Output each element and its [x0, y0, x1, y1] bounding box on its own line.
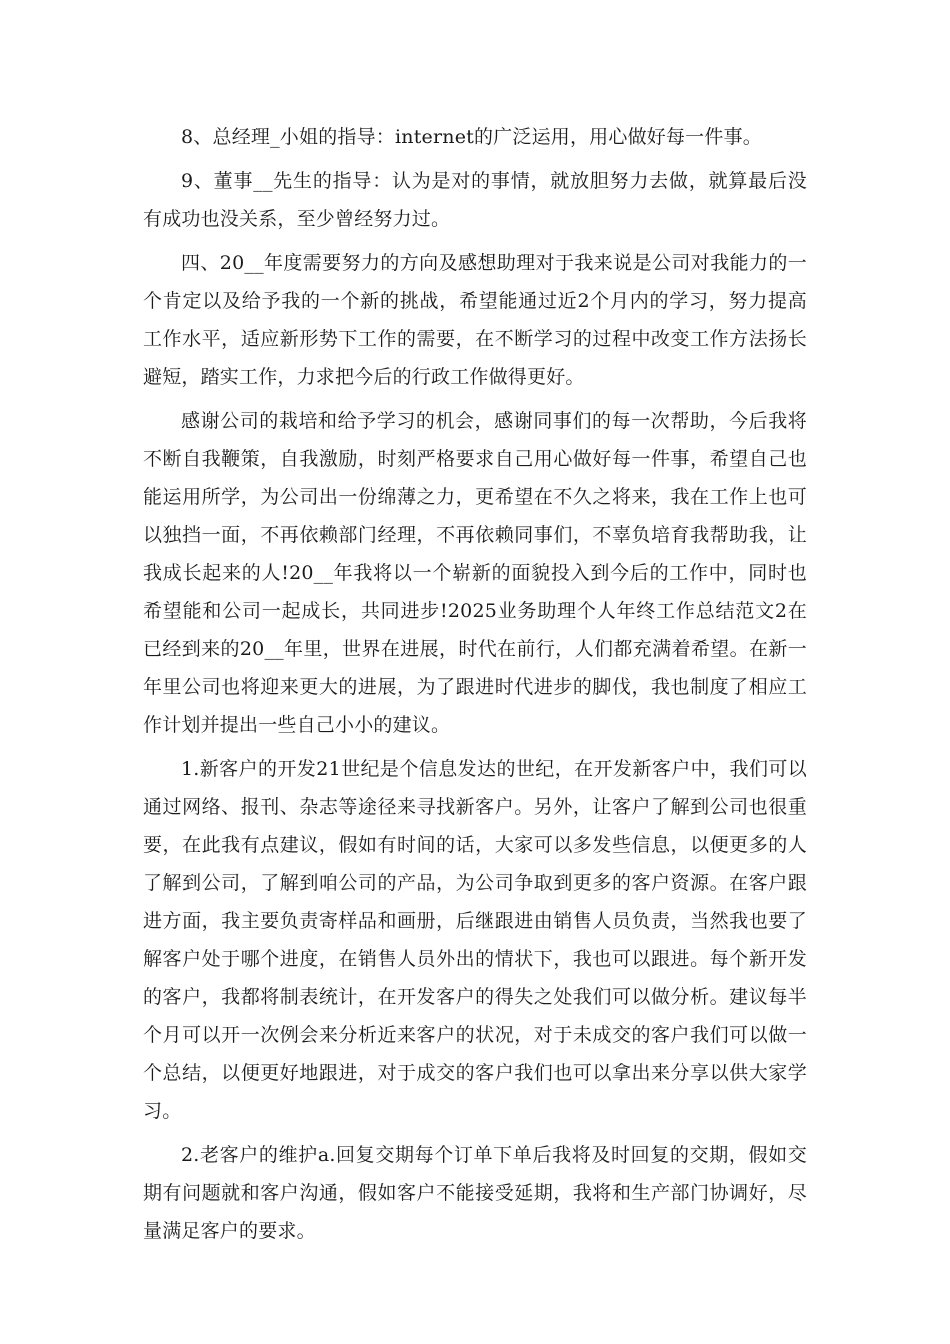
paragraph-section-four: 四、20__年度需要努力的方向及感想助理对于我来说是公司对我能力的一个肯定以及给予我的一个新的挑战，希望能通过近2个月内的学习，努力提高工作水平，适应新形势下工作的需要，在不断学习的过程中改变工作方法扬长避短，踏实工作，力求把今后的行政工作做得更好。	[143, 252, 807, 388]
paragraph-guidance-general-manager: 8、总经理_小姐的指导：internet的广泛运用，用心做好每一件事。	[181, 126, 762, 148]
paragraph-guidance-director: 9、董事__先生的指导：认为是对的事情，就放胆努力去做，就算最后没有成功也没关系，至少曾经努力过。	[143, 170, 807, 230]
paragraph-new-customers: 1.新客户的开发21世纪是个信息发达的世纪，在开发新客户中，我们可以通过网络、报刊、杂志等途径来寻找新客户。另外，让客户了解到公司也很重要，在此我有点建议，假如有时间的话，大家可以多发些信息，以便更多的人了解到公司，了解到咱公司的产品，为公司争取到更多的客户资源。在客户跟进方面，我主要负责寄样品和画册，后继跟进由销售人员负责，当然我也要了解客户处于哪个进度，在销售人员外出的情状下，我也可以跟进。每个新开发的客户，我都将制表统计，在开发客户的得失之处我们可以做分析。建议每半个月可以开一次例会来分析近来客户的状况，对于未成交的客户我们可以做一个总结，以便更好地跟进，对于成交的客户我们也可以拿出来分享以供大家学习。	[143, 758, 807, 1122]
paragraph-old-customers: 2.老客户的维护a.回复交期每个订单下单后我将及时回复的交期，假如交期有问题就和客户沟通，假如客户不能接受延期，我将和生产部门协调好，尽量满足客户的要求。	[143, 1144, 807, 1242]
paragraph-thanks: 感谢公司的栽培和给予学习的机会，感谢同事们的每一次帮助，今后我将不断自我鞭策，自我激励，时刻严格要求自己用心做好每一件事，希望自己也能运用所学，为公司出一份绵薄之力，更希望在不久之将来，我在工作上也可以独挡一面，不再依赖部门经理，不再依赖同事们，不辜负培育我帮助我，让我成长起来的人!20__年我将以一个崭新的面貌投入到今后的工作中，同时也希望能和公司一起成长，共同进步!2025业务助理个人年终工作总结范文2在已经到来的20__年里，世界在进展，时代在前行，人们都充满着希望。在新一年里公司也将迎来更大的进展，为了跟进时代进步的脚伐，我也制度了相应工作计划并提出一些自己小小的建议。	[143, 410, 807, 736]
document-body	[143, 118, 807, 1256]
